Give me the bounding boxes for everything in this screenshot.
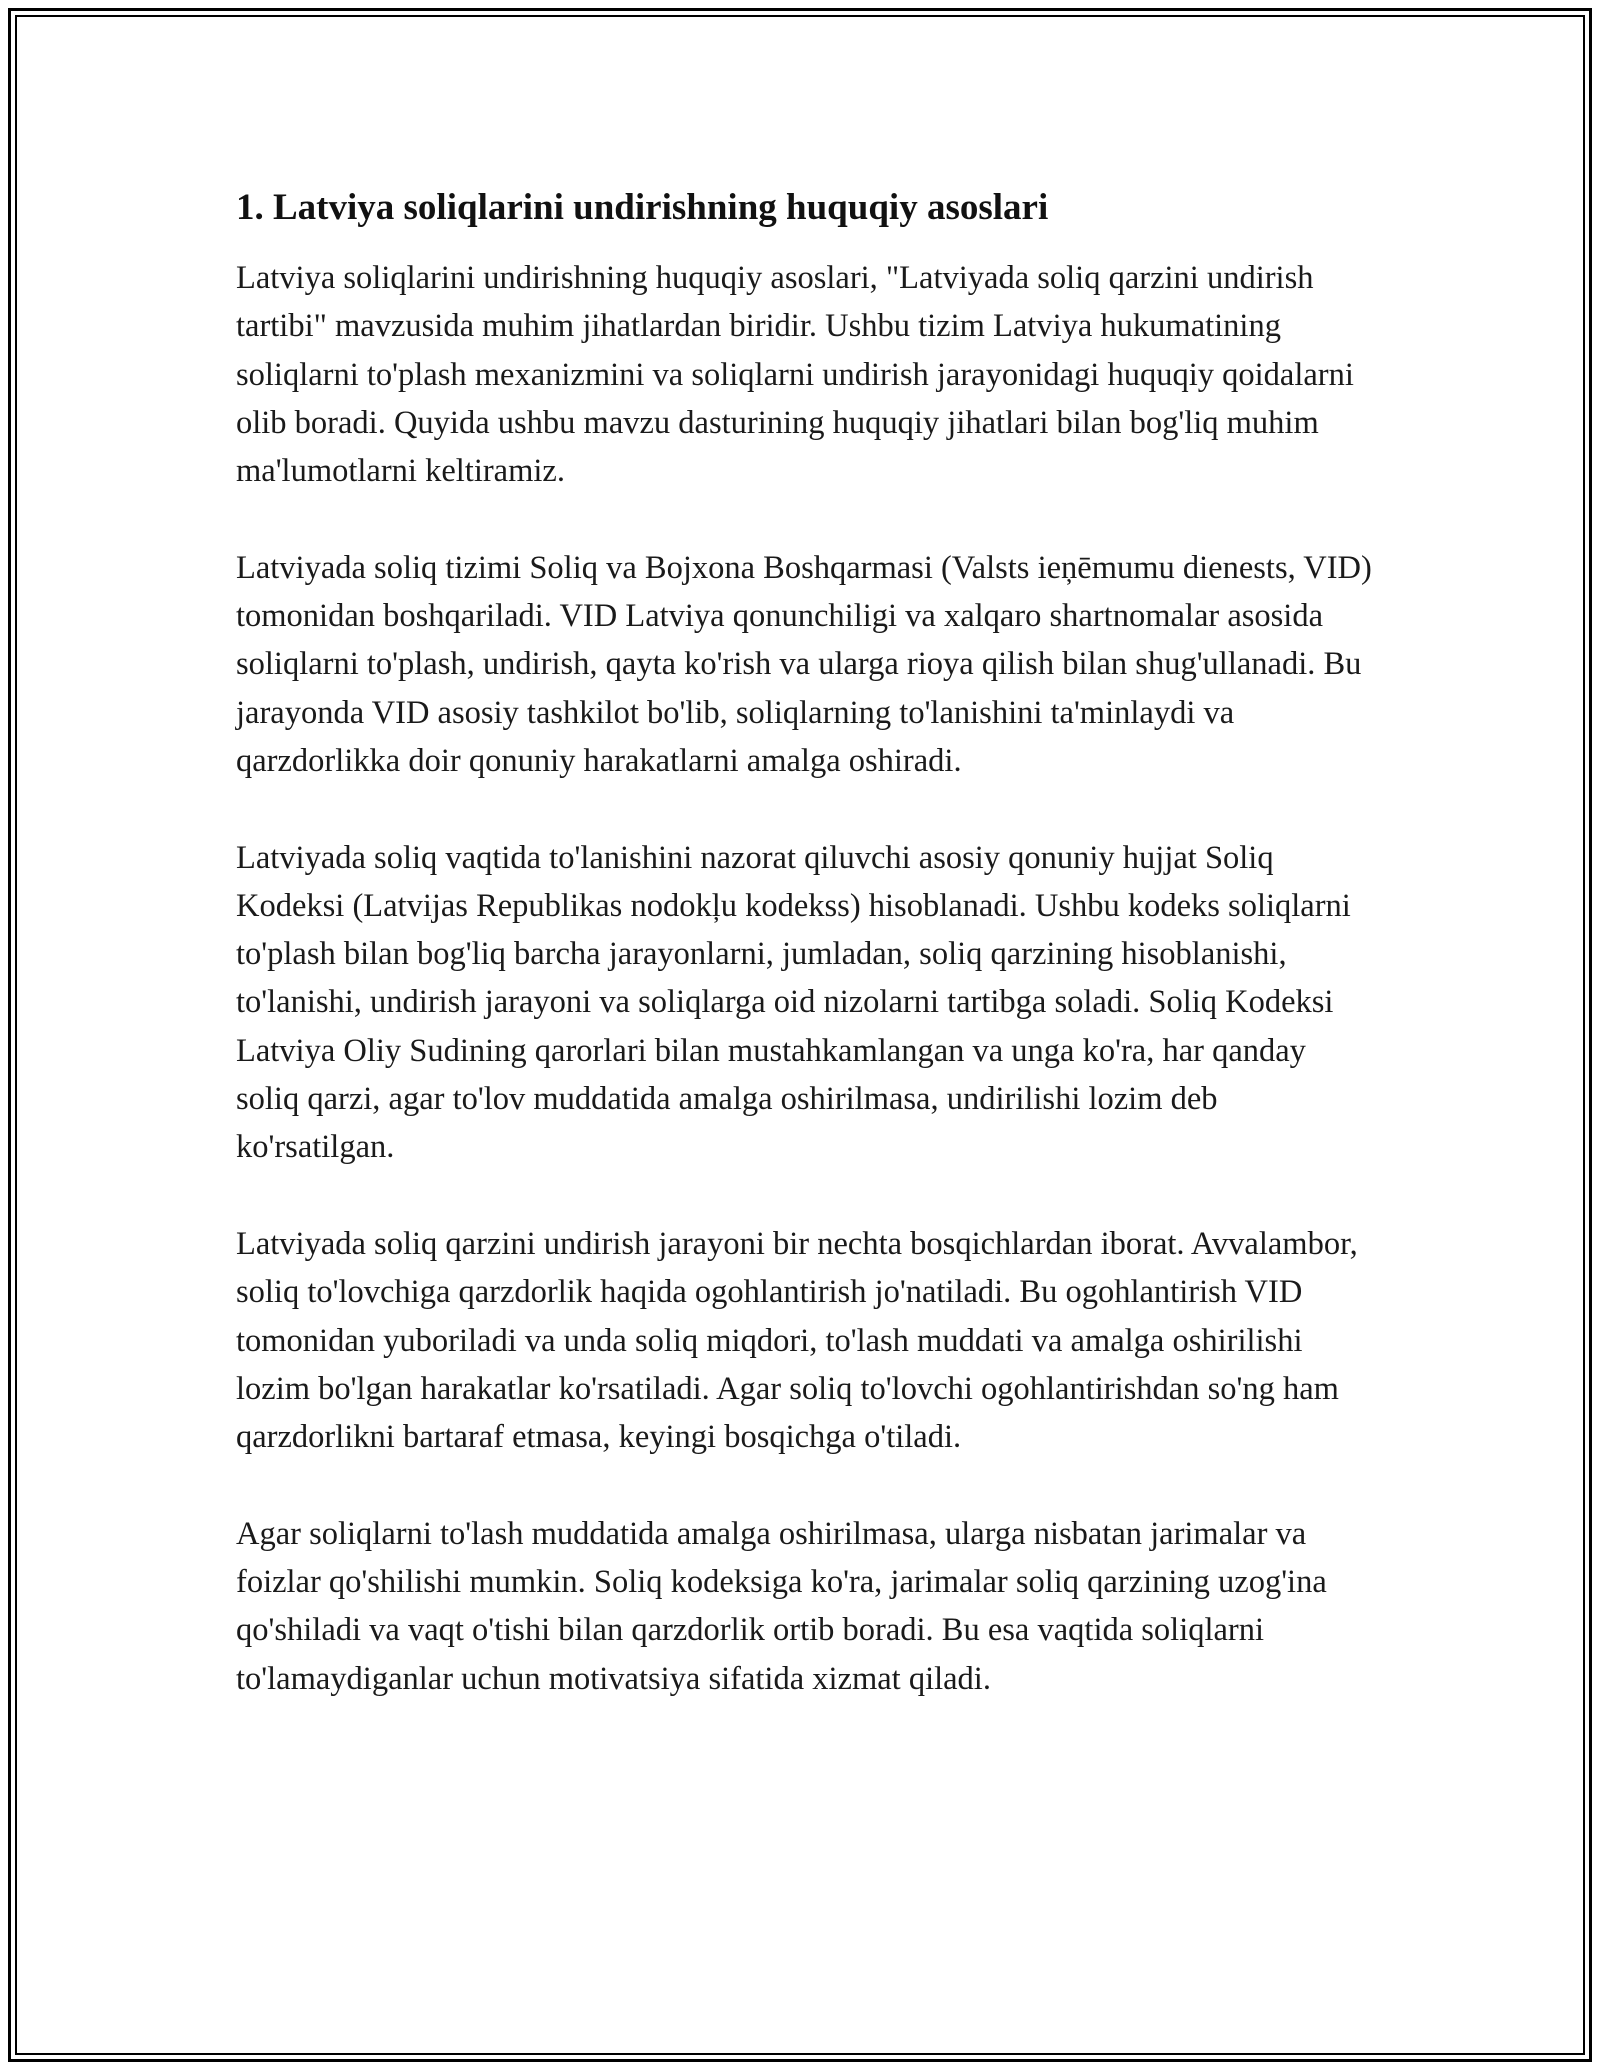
section-heading: 1. Latviya soliqlarini undirishning huquqiy asoslari	[236, 187, 1049, 228]
paragraph-5: Agar soliqlarni to'lash muddatida amalga oshirilmasa, ularga nisbatan jarimalar va foizlar qo'shilishi mumkin. Soliq kodeksiga ko'ra, jarimalar soliq qarzining uzog'ina qo'shiladi va vaqt o'tishi bilan qarzdorlik ortib boradi. Bu esa vaqtida soliqlarni to'lamaydiganlar uchun motivatsiya sifatida xizmat qiladi.	[236, 1515, 1327, 1697]
paragraph-1: Latviya soliqlarini undirishning huquqiy asoslari, "Latviyada soliq qarzini undirish tartibi" mavzusida muhim jihatlardan biridir. Ushbu tizim Latviya hukumatining soliqlarni to'plash mexanizmini va soliqlarni undirish jarayonidagi huquqiy qoidalarni olib boradi. Quyida ushbu mavzu dasturining huquqiy jihatlari bilan bog'liq muhim ma'lumotlarni keltiramiz.	[236, 260, 1354, 490]
paragraph-4: Latviyada soliq qarzini undirish jarayoni bir nechta bosqichlardan iborat. Avvalambor, soliq to'lovchiga qarzdorlik haqida ogohlantirish jo'natiladi. Bu ogohlantirish VID tomonidan yuboriladi va unda soliq miqdori, to'lash muddati va amalga oshirilishi lozim bo'lgan harakatlar ko'rsatiladi. Agar soliq to'lovchi ogohlantirishdan so'ng ham qarzdorlikni bartaraf etmasa, keyingi bosqichga o'tiladi.	[236, 1225, 1358, 1456]
paragraph-2: Latviyada soliq tizimi Soliq va Bojxona Boshqarmasi (Valsts ieņēmumu dienests, VID) tomonidan boshqariladi. VID Latviya qonunchiligi va xalqaro shartnomalar asosida soliqlarni to'plash, undirish, qayta ko'rish va ularga rioya qilish bilan shug'ullanadi. Bu jarayonda VID asosiy tashkilot bo'lib, soliqlarning to'lanishini ta'minlaydi va qarzdorlikka doir qonuniy harakatlarni amalga oshiradi.	[236, 549, 1372, 779]
paragraph-3: Latviyada soliq vaqtida to'lanishini nazorat qiluvchi asosiy qonuniy hujjat Soliq Kodeksi (Latvijas Republikas nodokļu kodekss) hisoblanadi. Ushbu kodeks soliqlarni to'plash bilan bog'liq barcha jarayonlarni, jumladan, soliq qarzining hisoblanishi, to'lanishi, undirish jarayoni va soliqlarga oid nizolarni tartibga soladi. Soliq Kodeksi Latviya Oliy Sudining qarorlari bilan mustahkamlangan va unga ko'ra, har qanday soliq qarzi, agar to'lov muddatida amalga oshirilmasa, undirilishi lozim deb ko'rsatilgan.	[236, 839, 1351, 1166]
document-body	[236, 186, 1376, 1751]
